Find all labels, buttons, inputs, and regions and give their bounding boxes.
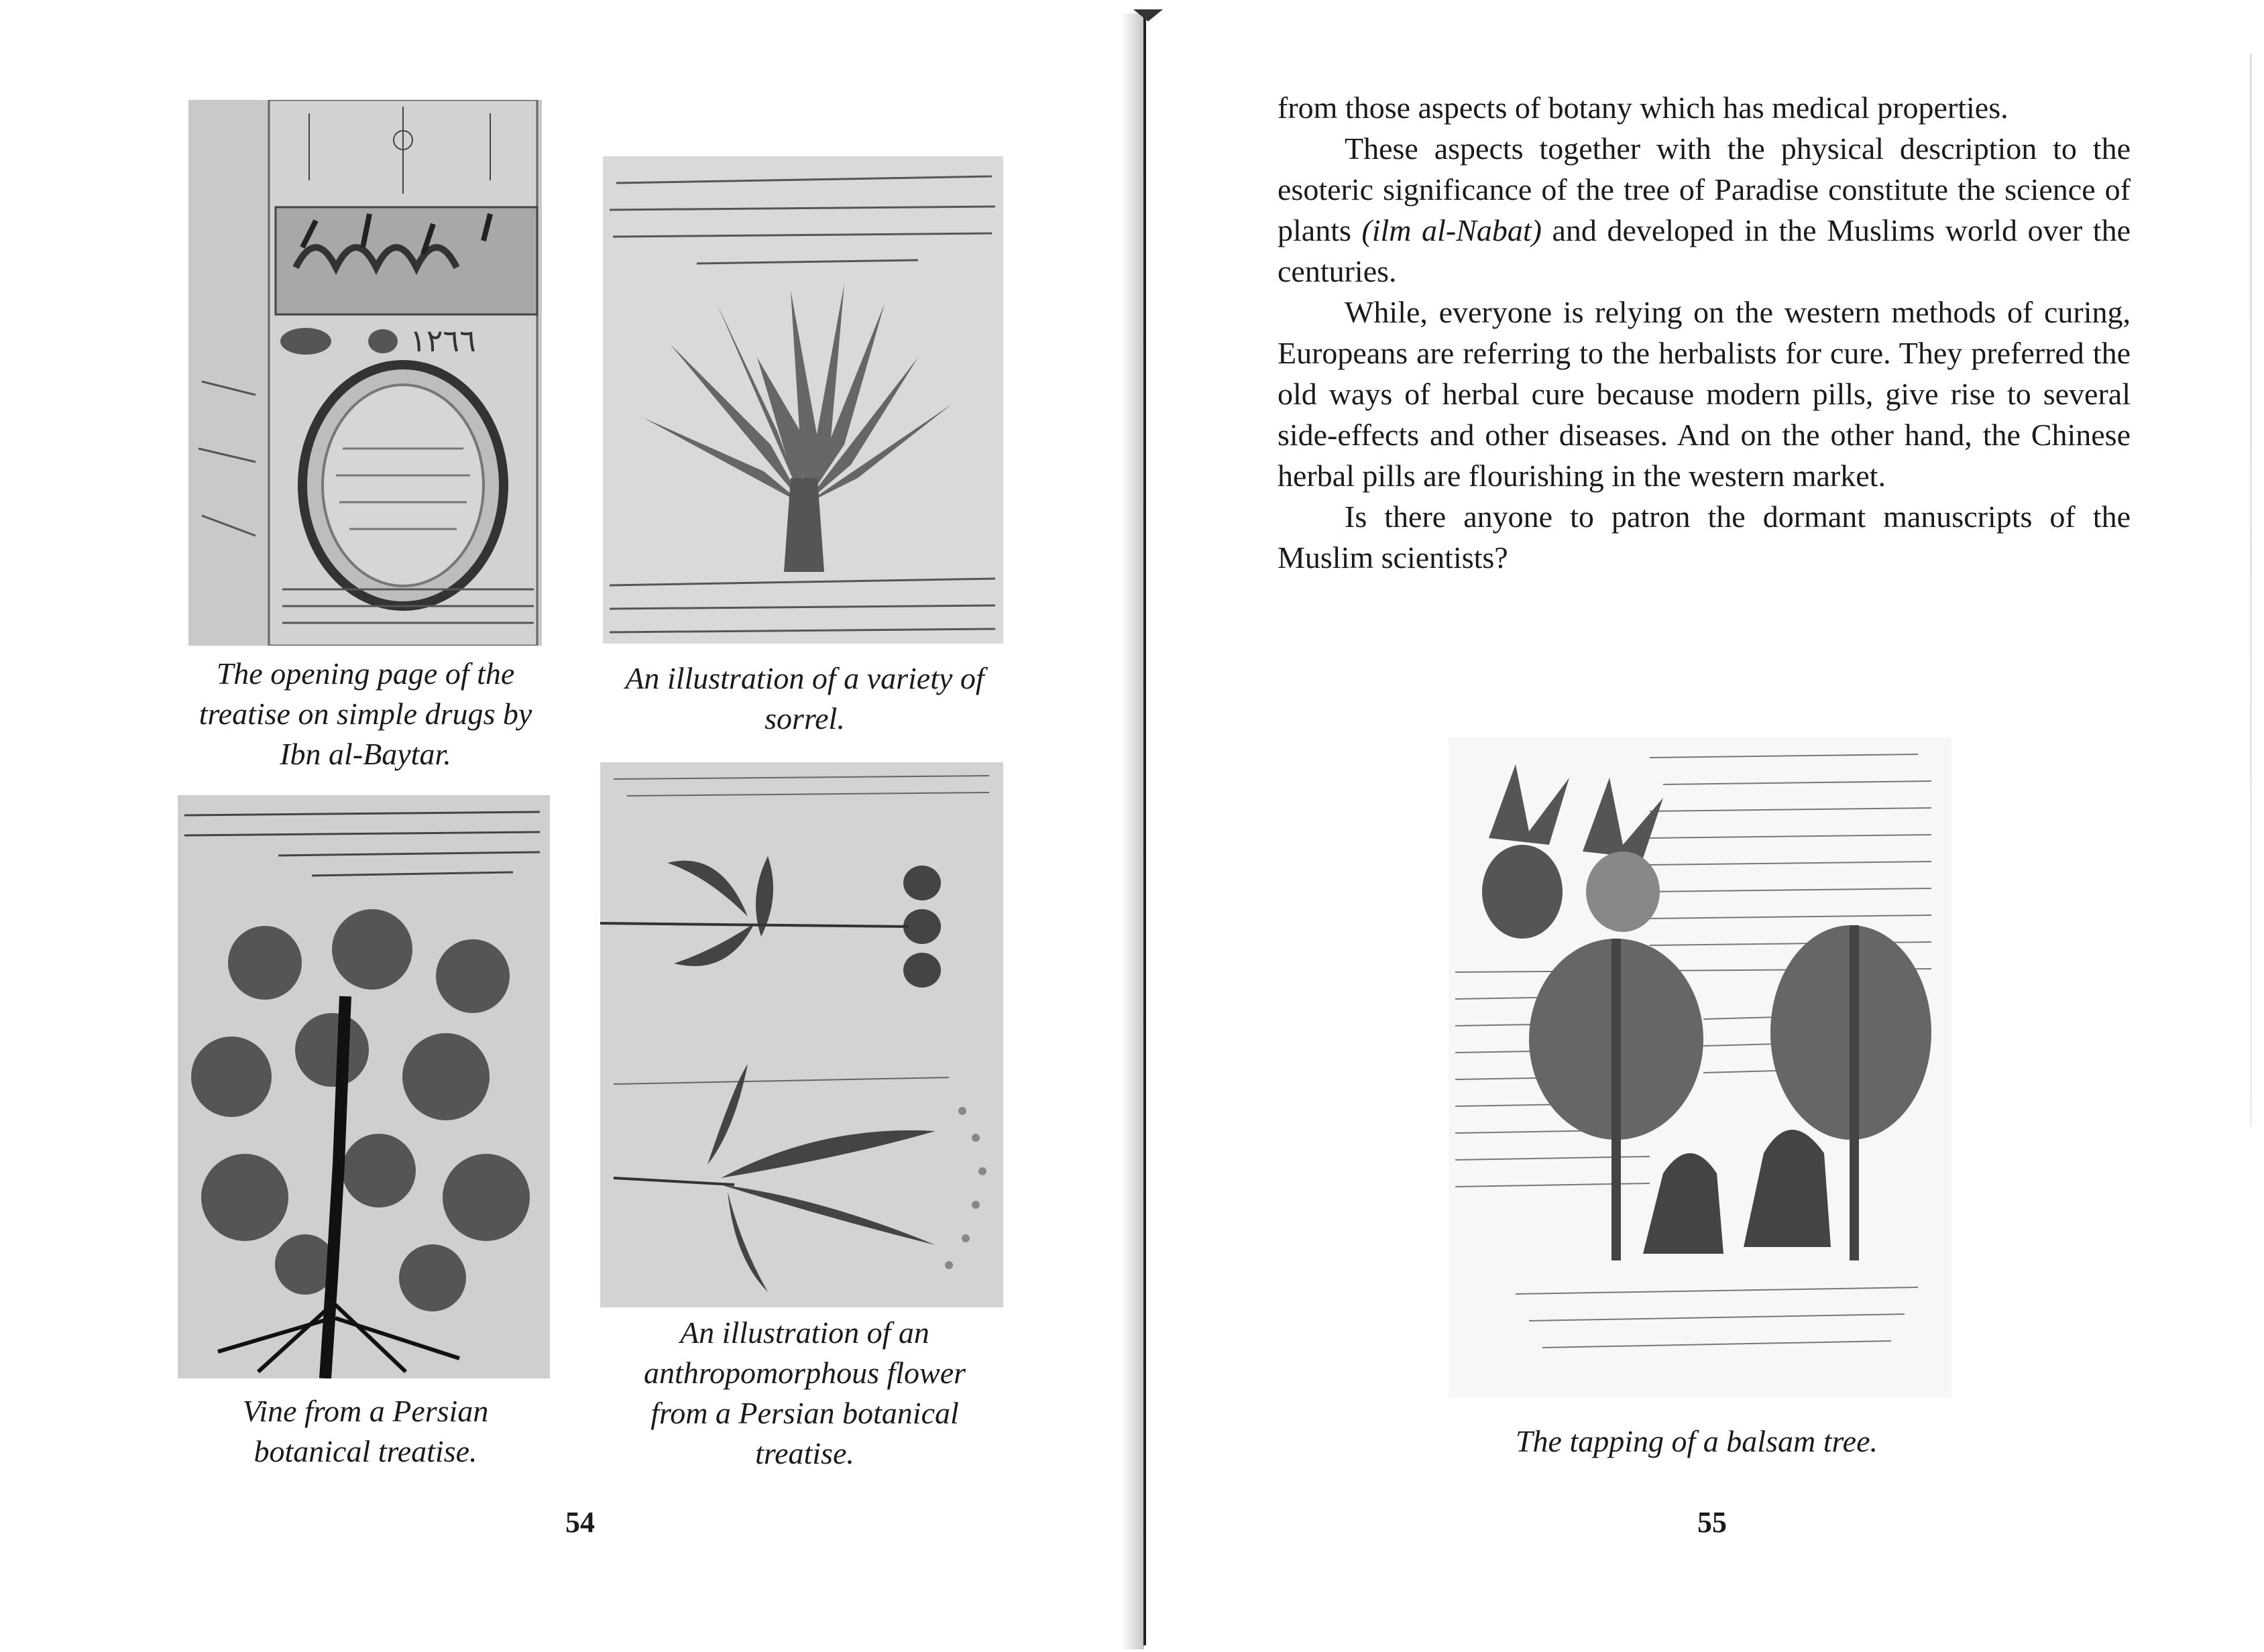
paragraph-2: These aspects together with the physical description to the esoteric significance of the tree of Paradise constitute the science of plants (ilm al-Nabat) and developed in the Muslims world over the centuries.: [1278, 131, 2131, 288]
caption-line: treatise on simple drugs by: [199, 697, 532, 731]
caption-line: treatise.: [755, 1436, 854, 1470]
body-text: [1278, 87, 2131, 578]
paragraph-3: While, everyone is relying on the western methods of curing, Europeans are referring to the herbalists for cure. They preferred the old ways of herbal cure because modern pills, give rise to several side-effects and other diseases. And on the other hand, the Chinese herbal pills are flourishing in the western market.: [1278, 295, 2131, 493]
figure-anthropomorphous-flower: [600, 762, 1003, 1307]
page-number-left: 54: [565, 1506, 595, 1539]
caption-sorrel: [590, 658, 1019, 739]
page-edge: [2250, 54, 2252, 1126]
italic-term: (ilm al-Nabat): [1361, 213, 1542, 247]
caption-line: from a Persian botanical: [650, 1396, 959, 1430]
caption-opening-page: [161, 654, 570, 774]
balsam-tree-illustration-image: [1449, 738, 1951, 1398]
paragraph-4: Is there anyone to patron the dormant manuscripts of the Muslim scientists?: [1278, 499, 2131, 575]
figure-vine: [178, 795, 550, 1378]
sorrel-illustration-image: [603, 156, 1003, 644]
caption-vine: [161, 1391, 570, 1472]
caption-line: The tapping of a balsam tree.: [1515, 1424, 1878, 1458]
anthropomorphous-flower-image: [600, 762, 1003, 1307]
book-spine: [1143, 9, 1146, 1645]
figure-opening-page: [188, 100, 542, 646]
caption-line: sorrel.: [765, 701, 845, 735]
paragraph-1: from those aspects of botany which has medical properties.: [1278, 91, 2008, 125]
manuscript-opening-page-image: [188, 100, 542, 646]
caption-line: An illustration of an: [680, 1315, 929, 1350]
caption-balsam-tree: [1442, 1421, 1951, 1462]
page-number-right: 55: [1697, 1506, 1727, 1539]
book-spine-top: [1133, 9, 1163, 21]
caption-line: Ibn al-Baytar.: [280, 737, 451, 771]
caption-anthropomorphous-flower: [590, 1313, 1019, 1474]
figure-balsam-tree: [1449, 738, 1951, 1398]
book-spine-shadow: [1121, 13, 1144, 1649]
caption-line: botanical treatise.: [253, 1434, 477, 1468]
svg-text:١٢٦٦: ١٢٦٦: [410, 322, 476, 359]
caption-line: Vine from a Persian: [242, 1394, 489, 1428]
caption-line: An illustration of a variety of: [625, 661, 984, 695]
vine-illustration-image: [178, 795, 550, 1378]
caption-line: The opening page of the: [216, 656, 515, 691]
figure-sorrel: [603, 156, 1003, 644]
caption-line: anthropomorphous flower: [643, 1356, 966, 1390]
